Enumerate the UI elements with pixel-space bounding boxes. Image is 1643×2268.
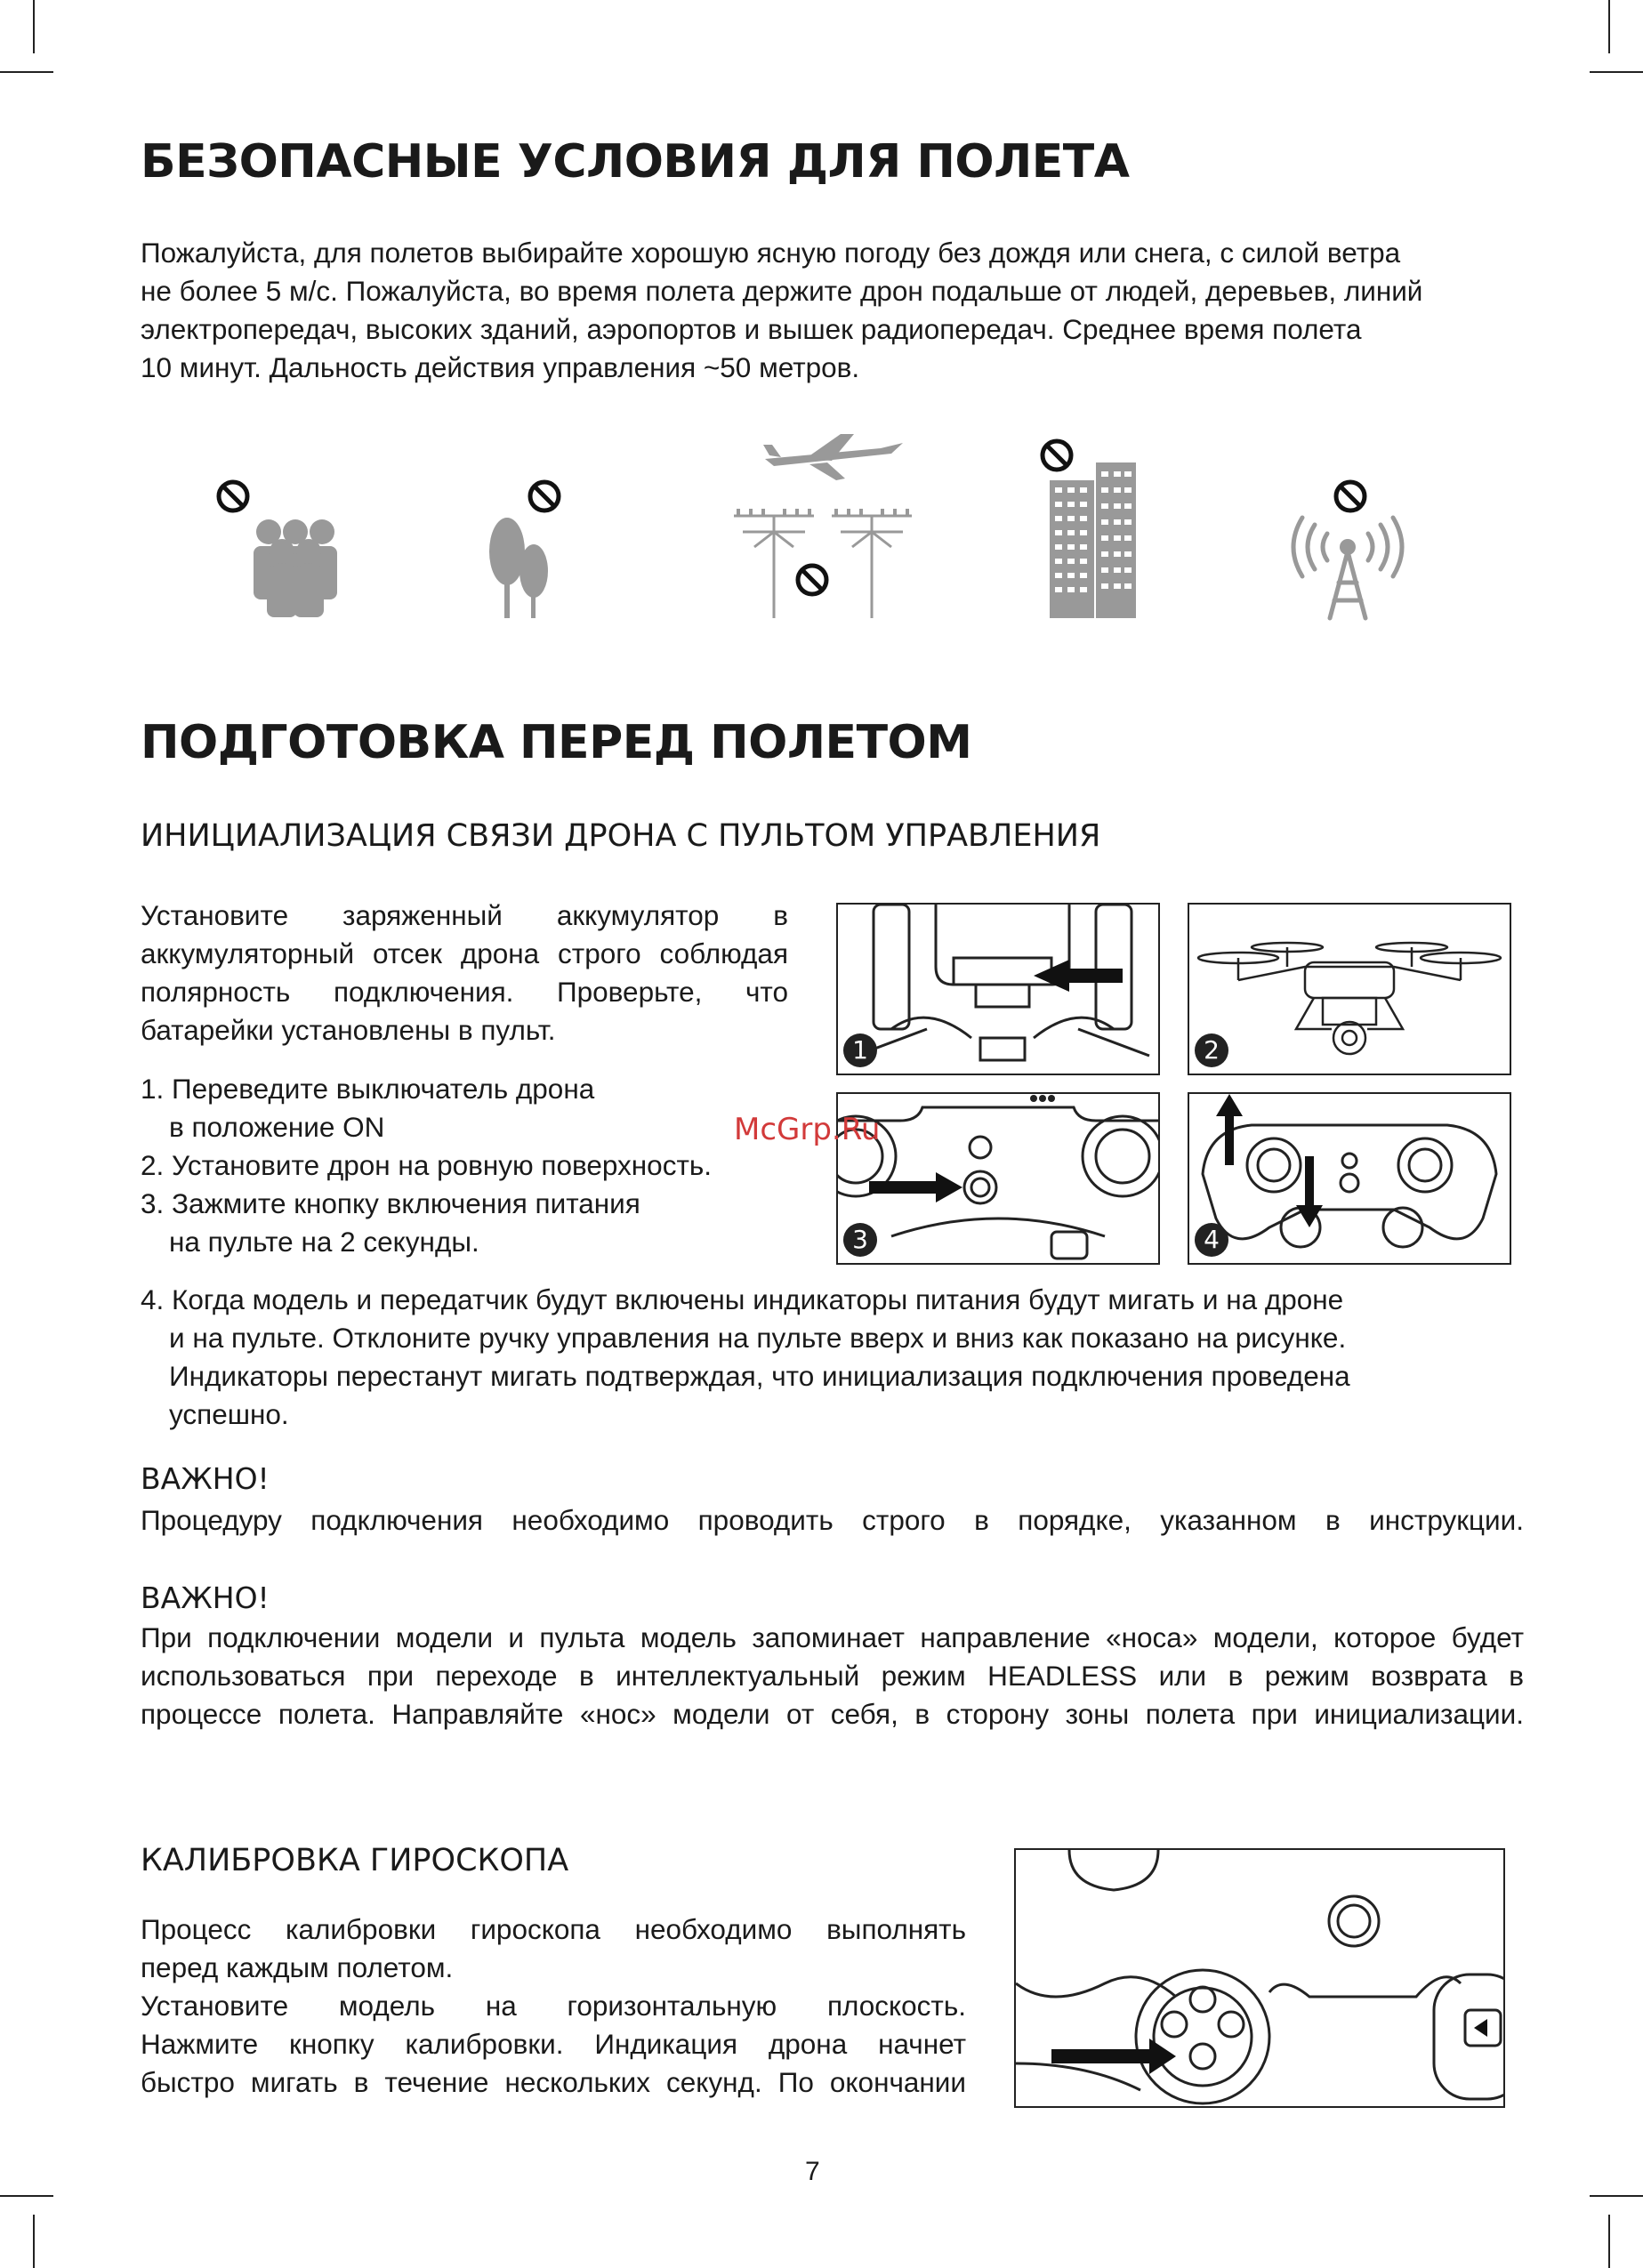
- crop-mark: [0, 71, 53, 73]
- figure-badge: 3: [843, 1223, 877, 1257]
- figure-calibration: [1014, 1848, 1505, 2108]
- safety-paragraph: Пожалуйста, для полетов выбирайте хорошую ясную погоду без дождя или снега, с силой ветра не более 5 м/с. Пожалуйста, во время полета держите дрон подальше от людей, деревьев, линий электропередач, высоких зданий, аэропортов и вышек радиопередач. Среднее время полета 10 минут. Дальность действия управления ~50 метров.: [141, 237, 1423, 383]
- figure-controller-stick: [1188, 1092, 1511, 1265]
- controller-calibration-illustration: [1016, 1850, 1503, 2106]
- figure-controller-power: [836, 1092, 1160, 1265]
- crop-mark: [0, 2195, 53, 2197]
- subtitle-gyro-calibration: КАЛИБРОВКА ГИРОСКОПА: [141, 1843, 569, 1878]
- crop-mark: [1590, 71, 1643, 73]
- crop-mark: [1608, 0, 1610, 53]
- section-title-preparation: ПОДГОТОВКА ПЕРЕД ПОЛЕТОМ: [141, 716, 972, 769]
- trees-icon: [480, 471, 587, 623]
- list-item: 2. Установите дрон на ровную поверхность.: [141, 1149, 713, 1181]
- figure-badge: 1: [843, 1033, 877, 1067]
- important-label: ВАЖНО!: [141, 1580, 270, 1615]
- important-text: При подключении модели и пульта модель запоминает направление «носа» модели, которое будет использоваться при переходе в интеллектуальный режим HEADLESS или в режим возврата в процессе полета. Направляйте «нос» модели от себя, в сторону зоны полета при инициализации.: [141, 1621, 1524, 1730]
- important-label: ВАЖНО!: [141, 1461, 270, 1496]
- intro-paragraph: Установите заряженный аккумулятор в аккумуляторный отсек дрона строго соблюдая полярность подключения. Проверьте, что батарейки установлены в пульт.: [141, 899, 788, 1046]
- drone-battery-illustration: [838, 905, 1158, 1074]
- controller-stick-illustration: [1189, 1094, 1510, 1263]
- buildings-icon: [1032, 436, 1148, 623]
- list-item: на пульте на 2 секунды.: [169, 1226, 479, 1258]
- list-item: 1. Переведите выключатель дрона: [141, 1073, 595, 1105]
- watermark: McGrp.Ru: [734, 1112, 881, 1147]
- figure-badge: 2: [1195, 1033, 1228, 1067]
- list-item: 3. Зажмите кнопку включения питания: [141, 1187, 640, 1219]
- figure-battery: [836, 903, 1160, 1075]
- crop-mark: [33, 2215, 35, 2268]
- crop-mark: [1590, 2195, 1643, 2197]
- gyro-paragraph: Процесс калибровки гироскопа необходимо выполнять перед каждым полетом. Установите модель на горизонтальную плоскость. Нажмите кнопку калибровки. Индикация дрона начнет быстро мигать в течение нескольких секунд. По окончании: [141, 1913, 966, 2098]
- important-text: Процедуру подключения необходимо проводить строго в порядке, указанном в инструкции.: [141, 1504, 1524, 1536]
- drone-illustration: [1189, 905, 1510, 1074]
- subtitle-initialization: ИНИЦИАЛИЗАЦИЯ СВЯЗИ ДРОНА С ПУЛЬТОМ УПРАВЛЕНИЯ: [141, 818, 1101, 854]
- section-title-safety: БЕЗОПАСНЫЕ УСЛОВИЯ ДЛЯ ПОЛЕТА: [141, 135, 1130, 189]
- figure-badge: 4: [1195, 1223, 1228, 1257]
- powerlines-airplane-icon: [721, 427, 916, 623]
- controller-power-illustration: [838, 1094, 1158, 1263]
- step4-paragraph: 4. Когда модель и передатчик будут включены индикаторы питания будут мигать и на дроне и на пульте. Отклоните ручку управления на пульте вверх и вниз как показано на рисунке. Индикаторы перестанут мигать подтверждая, что инициализация подключения проведена успешно.: [141, 1283, 1350, 1430]
- page-number: 7: [805, 2157, 820, 2186]
- crop-mark: [33, 0, 35, 53]
- people-icon: [205, 471, 356, 623]
- crop-mark: [1608, 2215, 1610, 2268]
- radio-tower-icon: [1290, 471, 1405, 623]
- list-item: в положение ON: [169, 1111, 385, 1143]
- figure-drone: [1188, 903, 1511, 1075]
- steps-list: [141, 1070, 817, 1261]
